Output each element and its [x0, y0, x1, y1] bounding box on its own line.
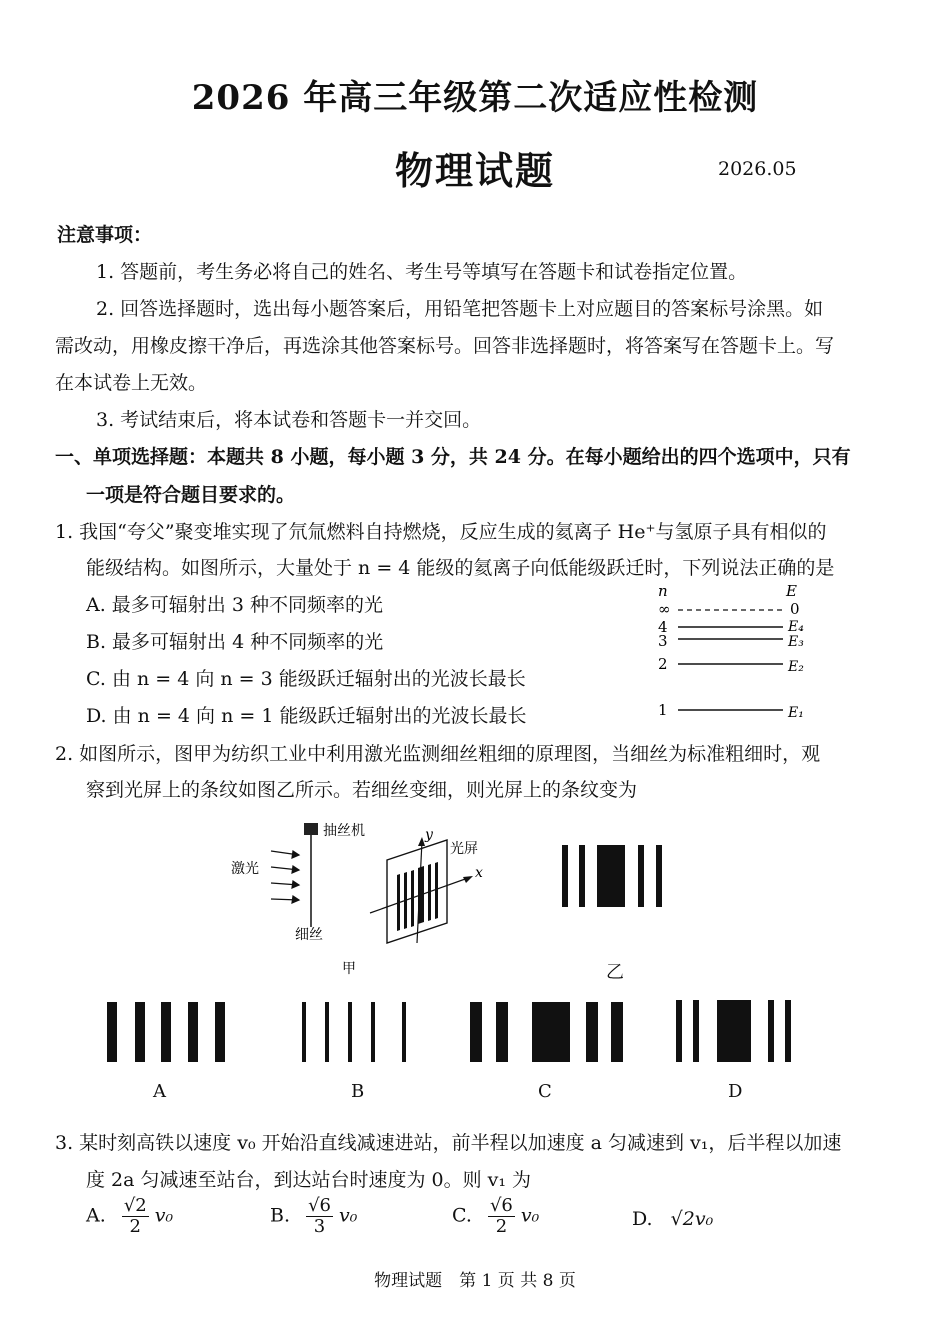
stripe — [676, 1000, 682, 1062]
section-1-heading-line-1: 一、单项选择题：本题共 8 小题，每小题 3 分，共 24 分。在每小题给出的四个选项中，只有 — [55, 446, 851, 468]
q3-option-c-label: C. — [452, 1204, 472, 1227]
q2-option-d-stripes — [673, 1000, 798, 1064]
figure-yi-label: 乙 — [606, 962, 624, 983]
q3-option-a-fraction — [122, 1196, 149, 1237]
q1-option-b: B. 最多可辐射出 4 种不同频率的光 — [86, 631, 384, 653]
q3-option-a-denominator: 2 — [129, 1216, 141, 1237]
stripe — [348, 1002, 352, 1062]
q1-option-a: A. 最多可辐射出 3 种不同频率的光 — [86, 594, 383, 616]
q1-stem-line-2: 能级结构。如图所示，大量处于 n = 4 能级的氦离子向低能级跃迁时，下列说法正确的是 — [86, 557, 835, 579]
x-axis-label: x — [475, 865, 483, 881]
y-axis-label: y — [425, 827, 433, 843]
q3-option-a — [86, 1196, 173, 1237]
level-n-inf: ∞ — [658, 600, 671, 618]
level-n-4: 4 — [658, 618, 668, 636]
stripe — [402, 1002, 406, 1062]
q3-option-c-denominator: 2 — [495, 1216, 508, 1237]
notice-item-2-line-2: 需改动，用橡皮擦干净后，再选涂其他答案标号。回答非选择题时，将答案写在答题卡上。写 — [55, 335, 835, 357]
stripe — [586, 1002, 598, 1062]
q1-option-d: D. 由 n = 4 向 n = 1 能级跃迁辐射出的光波长最长 — [86, 705, 527, 727]
stripe — [496, 1002, 508, 1062]
notice-item-2-line-1: 2. 回答选择题时，选出每小题答案后，用铅笔把答题卡上对应题目的答案标号涂黑。如 — [96, 298, 824, 320]
screen-label: 光屏 — [450, 841, 478, 857]
level-e-4: E₄ — [788, 619, 804, 635]
q3-option-d-label: D. — [632, 1208, 653, 1230]
level-n-2: 2 — [658, 655, 668, 673]
laser-arrows — [271, 851, 299, 903]
notice-item-2-line-3: 在本试卷上无效。 — [55, 372, 208, 394]
laser-label: 激光 — [231, 861, 259, 877]
stripe — [532, 1002, 570, 1062]
q2-option-d-label: D — [728, 1081, 743, 1102]
q3-option-a-var: v₀ — [154, 1204, 174, 1227]
stripe — [188, 1002, 198, 1062]
stripe — [579, 845, 585, 907]
exam-subtitle: 物理试题 — [394, 148, 555, 193]
q2-stem-line-1: 2. 如图所示，图甲为纺织工业中利用激光监测细丝粗细的原理图，当细丝为标准粗细时，观 — [55, 743, 821, 765]
q3-option-c-numerator: √6 — [489, 1195, 513, 1216]
stripe — [717, 1000, 751, 1062]
level-e-1: E₁ — [788, 705, 804, 721]
exam-title: 2026 年高三年级第二次适应性检测 — [191, 78, 759, 118]
stripe — [693, 1000, 699, 1062]
q3-stem-line-2: 度 2a 匀减速至站台，到达站台时速度为 0。则 v₁ 为 — [86, 1169, 532, 1191]
x-axis-arrow — [463, 876, 473, 883]
stripe — [371, 1002, 375, 1062]
q2-stem-line-2: 察到光屏上的条纹如图乙所示。若细丝变细，则光屏上的条纹变为 — [86, 779, 638, 801]
stripe — [302, 1002, 306, 1062]
q3-option-b-fraction — [306, 1196, 333, 1237]
q3-option-a-label: A. — [86, 1204, 106, 1227]
q2-option-c-label: C — [538, 1081, 552, 1102]
q3-option-d — [632, 1208, 713, 1230]
y-axis-arrow — [418, 837, 425, 846]
q3-option-b-label: B. — [270, 1204, 291, 1227]
notice-heading: 注意事项： — [57, 224, 153, 246]
stripe — [325, 1002, 329, 1062]
diagram-e-label: E — [786, 582, 797, 600]
stripe — [470, 1002, 482, 1062]
wire-drawer-box — [304, 823, 318, 835]
energy-level-diagram — [640, 580, 820, 725]
q2-option-a-stripes — [105, 1002, 230, 1064]
stripe — [768, 1000, 774, 1062]
wire-drawer-label: 抽丝机 — [323, 823, 365, 839]
stripe — [638, 845, 644, 907]
q3-option-b-var: v₀ — [339, 1204, 358, 1227]
level-n-3: 3 — [658, 632, 668, 650]
exam-date: 2026.05 — [718, 158, 797, 180]
stripe — [161, 1002, 171, 1062]
q3-option-c-var: v₀ — [520, 1204, 540, 1227]
q2-option-a-label: A — [153, 1081, 166, 1102]
q1-stem-line-1: 1. 我国“夸父”聚变堆实现了氘氚燃料自持燃烧，反应生成的氦离子 He⁺与氢原子具有相似的 — [55, 521, 827, 543]
level-e-3: E₃ — [788, 634, 804, 650]
q3-option-a-numerator: √2 — [123, 1195, 147, 1216]
wire-label: 细丝 — [295, 927, 323, 943]
stripe — [597, 845, 625, 907]
level-n-1: 1 — [658, 701, 668, 719]
notice-item-1: 1. 答题前，考生务必将自己的姓名、考生号等填写在答题卡和试卷指定位置。 — [96, 261, 748, 283]
q1-option-c: C. 由 n = 4 向 n = 3 能级跃迁辐射出的光波长最长 — [86, 668, 526, 690]
q3-option-c — [452, 1196, 539, 1237]
notice-item-3: 3. 考试结束后，将本试卷和答题卡一并交回。 — [96, 409, 482, 431]
figure-yi-stripes — [560, 845, 675, 910]
figure-jia-label: 甲 — [342, 961, 356, 977]
stripe — [562, 845, 568, 907]
q3-option-c-fraction — [488, 1196, 515, 1237]
q2-option-c-stripes — [468, 1002, 628, 1064]
q3-option-d-expr: √2v₀ — [670, 1208, 714, 1230]
stripe — [215, 1002, 225, 1062]
stripe — [611, 1002, 623, 1062]
q3-stem-line-1: 3. 某时刻高铁以速度 v₀ 开始沿直线减速进站，前半程以加速度 a 匀减速到 v₁，后半程以加速 — [55, 1132, 842, 1154]
q3-option-b-denominator: 3 — [313, 1216, 326, 1237]
page-footer: 物理试题 第 1 页 共 8 页 — [374, 1271, 576, 1291]
level-e-inf: 0 — [790, 600, 800, 618]
diagram-n-label: n — [658, 582, 668, 600]
section-1-heading-line-2: 一项是符合题目要求的。 — [86, 484, 296, 506]
level-e-2: E₂ — [788, 659, 804, 675]
q2-option-b-stripes — [298, 1002, 418, 1064]
stripe — [135, 1002, 145, 1062]
stripe — [656, 845, 662, 907]
stripe — [785, 1000, 791, 1062]
figure-jia-apparatus — [225, 815, 500, 980]
q3-option-b — [270, 1196, 357, 1237]
q2-option-b-label: B — [351, 1081, 365, 1102]
stripe — [107, 1002, 117, 1062]
q3-option-b-numerator: √6 — [308, 1195, 331, 1216]
